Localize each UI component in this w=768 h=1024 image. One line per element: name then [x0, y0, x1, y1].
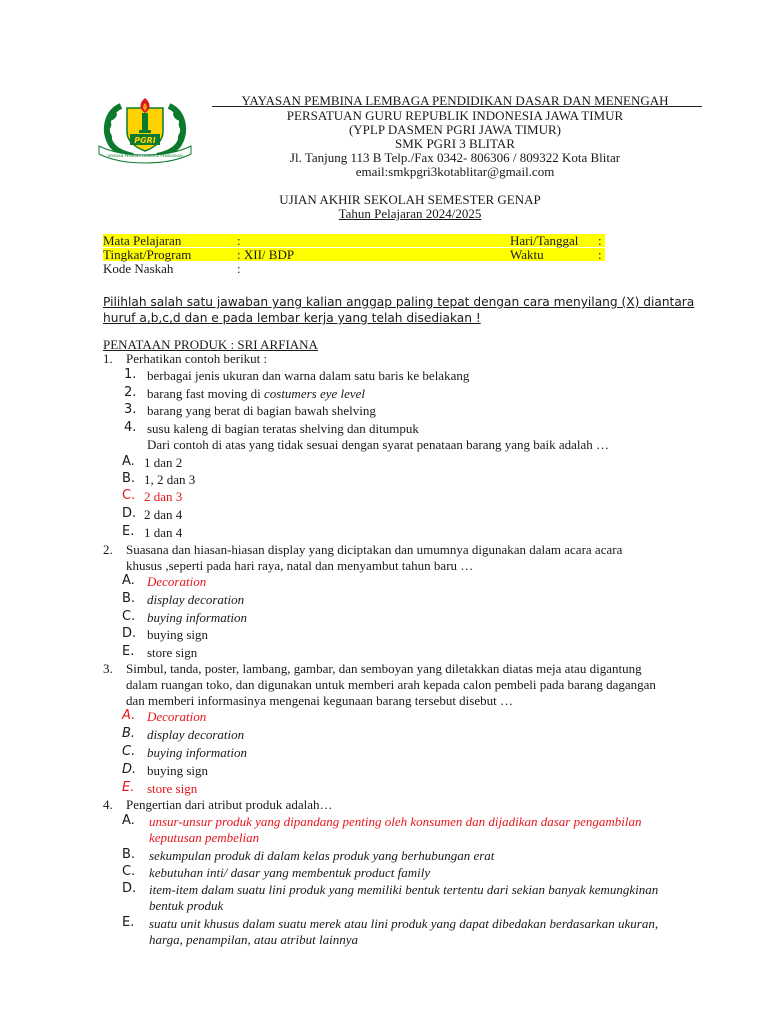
option-text: buying information	[147, 745, 248, 760]
option-letter: A.	[122, 813, 135, 828]
option-text: harga, penampilan, atau atribut lainnya	[149, 932, 358, 947]
q1-item-text: susu kaleng di bagian teratas shelving dan ditumpuk	[147, 421, 419, 436]
option-letter: B.	[122, 847, 136, 862]
question-number-1: 1.	[103, 351, 113, 366]
option-letter: D.	[122, 762, 137, 777]
question-number-4: 4.	[103, 797, 113, 812]
option-text: 1, 2 dan 3	[144, 472, 196, 487]
header-foundation-name: YAYASAN PEMBINA LEMBAGA PENDIDIKAN DASAR DAN MENENGAH	[241, 93, 669, 108]
option-text: sekumpulan produk di dalam kelas produk yang berhubungan erat	[149, 848, 495, 863]
option-text-answer: Decoration	[147, 709, 207, 724]
question-1-stem: Perhatikan contoh berikut :	[126, 351, 268, 366]
option-text: 2 dan 4	[144, 507, 183, 522]
instruction-line-2: huruf a,b,c,d dan e pada lembar kerja yang telah disediakan !	[103, 311, 481, 325]
option-text: display decoration	[147, 727, 245, 742]
option-letter: D.	[122, 506, 137, 521]
option-text-answer: 2 dan 3	[144, 489, 183, 504]
info-label-date: Hari/Tanggal	[510, 233, 579, 248]
option-letter: C.	[122, 864, 136, 879]
option-letter-answer: E.	[122, 780, 135, 795]
option-letter-answer: C.	[122, 488, 136, 503]
q1-item-number: 3.	[124, 402, 137, 417]
info-value-program: : XII/ BDP	[237, 247, 295, 262]
exam-title: UJIAN AKHIR SEKOLAH SEMESTER GENAP	[279, 192, 541, 207]
info-value-subject: :	[237, 233, 241, 248]
pgri-logo	[93, 94, 197, 164]
q1-item-italic-text: costumers eye level	[263, 386, 366, 401]
option-letter: E.	[122, 644, 135, 659]
info-label-program: Tingkat/Program	[103, 247, 192, 262]
logo-badge-text: PGRI	[134, 136, 156, 145]
option-text-answer: Decoration	[147, 574, 207, 589]
option-letter: A.	[122, 454, 135, 469]
header-email: email:smkpgri3kotablitar@gmail.com	[355, 164, 555, 179]
option-letter: B.	[122, 726, 136, 741]
question-2-stem-line: Suasana dan hiasan-hiasan display yang diciptakan dan umumnya digunakan dalam acara acara	[126, 542, 623, 557]
q1-item-number: 1.	[124, 367, 137, 382]
option-letter: C.	[122, 609, 136, 624]
question-3-stem-line: Simbul, tanda, poster, lambang, gambar, dan semboyan yang diletakkan diatas meja atau digantung	[126, 661, 642, 676]
option-text: 1 dan 4	[144, 525, 183, 540]
option-letter-answer: A.	[122, 573, 135, 588]
header-yplp: (YPLP DASMEN PGRI JAWA TIMUR)	[348, 122, 562, 137]
question-number-3: 3.	[103, 661, 113, 676]
option-text: buying sign	[147, 627, 209, 642]
header-address: Jl. Tanjung 113 B Telp./Fax 0342- 806306 / 809322 Kota Blitar	[289, 150, 621, 165]
header-union-name: PERSATUAN GURU REPUBLIK INDONESIA JAWA TIMUR	[286, 108, 624, 123]
option-letter: E.	[122, 915, 135, 930]
exam-year: Tahun Pelajaran 2024/2025	[338, 206, 482, 221]
option-text-answer: keputusan pembelian	[149, 830, 260, 845]
q1-item-text: barang fast moving di costumers eye level	[147, 386, 366, 401]
option-text: suatu unit khusus dalam suatu merek atau lini produk yang dapat dibedakan berdasarkan ukuran,	[149, 916, 659, 931]
question-number-2: 2.	[103, 542, 113, 557]
option-letter: D.	[122, 881, 137, 896]
q1-item-text: barang yang berat di bagian bawah shelving	[147, 403, 376, 418]
question-2-stem-line: khusus ,seperti pada hari raya, natal dan menyambut tahun baru …	[126, 558, 474, 573]
info-label-code: Kode Naskah	[103, 261, 174, 276]
option-text: buying information	[147, 610, 248, 625]
question-3-stem-line: dalam ruangan toko, dan digunakan untuk memberi arah kepada calon pembeli pada barang dagangan	[126, 677, 656, 692]
option-text: kebutuhan inti/ dasar yang membentuk product family	[149, 865, 431, 880]
info-label-time: Waktu	[510, 247, 544, 262]
option-text-answer: unsur-unsur produk yang dipandang penting oleh konsumen dan dijadikan dasar pengambilan	[149, 814, 642, 829]
option-text: store sign	[147, 645, 198, 660]
header-rule	[212, 106, 702, 107]
question-1-prompt: Dari contoh di atas yang tidak sesuai dengan syarat penataan barang yang baik adalah …	[147, 437, 610, 452]
option-letter: C.	[122, 744, 136, 759]
section-title: PENATAAN PRODUK : SRI ARFIANA	[103, 337, 318, 352]
q1-item-number: 4.	[124, 420, 137, 435]
option-text: buying sign	[147, 763, 209, 778]
info-value-date: :	[598, 233, 602, 248]
option-letter: B.	[122, 591, 136, 606]
option-text: 1 dan 2	[144, 455, 183, 470]
option-letter: D.	[122, 626, 137, 641]
option-letter: B.	[122, 471, 136, 486]
logo-ribbon-text: YAYASAN PEMBINA LEMBAGA PENDIDIKAN	[107, 154, 183, 158]
option-text: display decoration	[147, 592, 245, 607]
option-text-answer: store sign	[147, 781, 198, 796]
option-letter-answer: A.	[122, 708, 136, 723]
info-value-code: :	[237, 261, 241, 276]
info-value-time: :	[598, 247, 602, 262]
question-3-stem-line: dan memberi informasinya mengenai kegunaan barang tersebut disebut …	[126, 693, 513, 708]
option-text: item-item dalam suatu lini produk yang memiliki bentuk tertentu dari sekian banyak kemungkinan	[149, 882, 659, 897]
q1-item-number: 2.	[124, 385, 137, 400]
info-label-subject: Mata Pelajaran	[103, 233, 182, 248]
question-4-stem: Pengertian dari atribut produk adalah…	[126, 797, 333, 812]
header-school-name: SMK PGRI 3 BLITAR	[395, 136, 515, 151]
option-letter: E.	[122, 524, 135, 539]
option-text: bentuk produk	[149, 898, 224, 913]
instruction-line-1: Pilihlah salah satu jawaban yang kalian anggap paling tepat dengan cara menyilang (X) diantara	[103, 295, 695, 309]
q1-item-text: berbagai jenis ukuran dan warna dalam satu baris ke belakang	[147, 368, 470, 383]
